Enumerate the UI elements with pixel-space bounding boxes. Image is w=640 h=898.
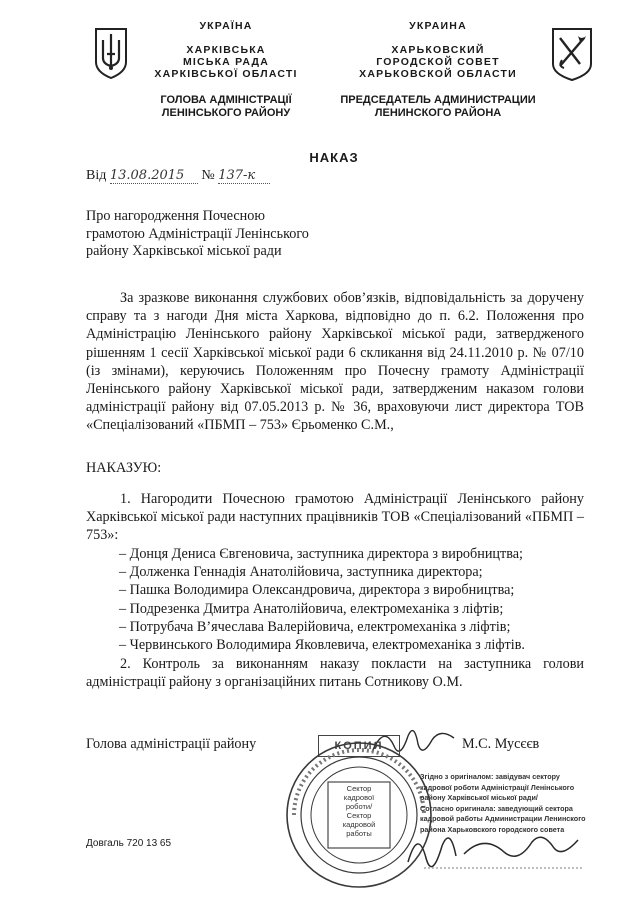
seal-line: кадровой [342,820,376,829]
stamp-line: Згідно з оригіналом: завідувач сектору [420,772,560,781]
preamble-paragraph: За зразкове виконання службових обов’язків, відповідальність за доручену справу та з нагоди Дня міста Харкова, відповідно до п. 6.2. Положення про Адміністрацію Ленінського району Харківської міської ради, затвердженого рішенням 1 сесії Харківської міської ради 6 скликання від 24.11.2010 р. № 07/10 (із змінами), керуючись Положенням про Почесну грамоту Адміністрації Ленінського району Харківської міської ради, затвердженим наказом голови адміністрації району від 07.05.2013 р. № 36, враховуючи лист директора ТОВ «Спеціалізований «ПБМП – 753» Єрьоменко С.М., [86,290,584,434]
awardee-item: – Червинського Володимира Яковлевича, електромеханіка з ліфтів. [119,637,525,654]
stamp-line: кадрової роботи Адміністрації Ленінського [420,782,575,792]
header-left-org-line2: МІСЬКА РАДА [182,56,270,68]
doc-title: НАКАЗ [309,150,359,165]
stamp-line: кадровой работы Администрации Ленинского [420,814,586,823]
awardee-item: – Донця Дениса Євгеновича, заступника директора з виробництва; [119,546,523,562]
header-right-org-line3: ХАРЬКОВСКОЙ ОБЛАСТИ [359,68,517,80]
awardee-item: – Долженка Геннадія Анатолійовича, заступника директора; [119,564,483,581]
point-2-paragraph: 2. Контроль за виконанням наказу покласти на заступника голови адміністрації району з організаційних питань Сотникову О.М. [86,656,584,691]
kharkiv-coat-of-arms-icon [550,26,594,82]
number-label: № [201,168,215,183]
date-from-label: Від [86,168,107,183]
awardees-list [119,545,585,654]
subject-line2: грамотою Адміністрації Ленінського [86,225,309,242]
seal-line: кадрової [343,793,375,802]
footer-note: Довгаль 720 13 65 [86,838,172,849]
seal-text [336,784,382,838]
header-left-office-line1: ГОЛОВА АДМІНІСТРАЦІЇ [160,94,292,106]
seal-line: Сектор [346,784,372,793]
point-1-intro: 1. Нагородити Почесною грамотою Адміністрації Ленінського району Харківської міської ради наступних працівників ТОВ «Спеціалізований «ПБМП – 753»: [86,491,584,544]
date-line [86,168,270,184]
stamp-line: району Харківської міської ради/ [420,793,538,802]
header-left-org-line3: ХАРКІВСЬКОЇ ОБЛАСТІ [154,68,298,80]
header-left-country: УКРАЇНА [199,20,253,32]
header-right-country: УКРАИНА [409,20,467,32]
order-word: НАКАЗУЮ: [86,460,162,476]
doc-date: 13.08.2015 [110,168,198,184]
seal-line: Сектор [346,811,372,820]
subject-line3: району Харківської міської ради [86,243,282,259]
awardee-item: – Потрубача В’ячеслава Валерійовича, електромеханіка з ліфтів; [119,618,511,635]
subject-block [86,208,309,261]
seal-line: роботи/ [345,802,373,811]
stamp-line: Согласно оригинала: заведующий сектора [420,803,573,813]
subject-line1: Про нагородження Почесною [86,208,265,224]
awardee-item: – Пашка Володимира Олександровича, директора з виробництва; [119,582,515,599]
header-right-org-line2: ГОРОДСКОЙ СОВЕТ [376,56,500,68]
copy-stamp-label: КОПИЯ [334,740,384,752]
certifier-signature-icon [404,824,594,874]
stamp-line: района Харьковского городского совета [420,824,565,834]
signature-name: М.С. Мусєєв [462,736,540,752]
header-right-office-line2: ЛЕНИНСКОГО РАЙОНА [374,107,502,119]
signature-position: Голова адміністрації району [86,736,257,752]
seal-line: работы [346,829,372,838]
doc-number: 137-к [218,168,270,184]
header-right-office-line1: ПРЕДСЕДАТЕЛЬ АДМИНИСТРАЦИИ [340,94,536,106]
header-right-org-line1: ХАРЬКОВСКИЙ [391,44,485,56]
ukraine-coat-of-arms-icon [92,26,130,80]
awardee-item: – Подрезенка Дмитра Анатолійовича, електромеханіка з ліфтів; [119,600,504,617]
header-left-office-line2: ЛЕНІНСЬКОГО РАЙОНУ [161,107,291,119]
header-left-org-line1: ХАРКІВСЬКА [186,44,266,56]
